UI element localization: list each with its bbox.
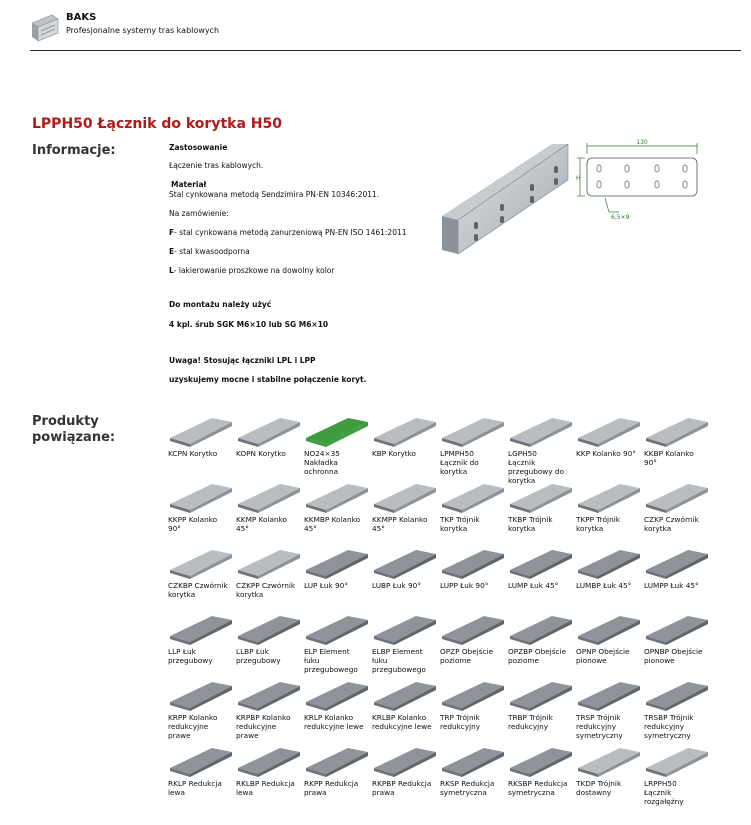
drawing-height-dim: H [576,175,581,182]
related-product-label: KRPP Kolanko redukcyjne prawe [168,713,218,740]
related-product-label: TKDP Trójnik dostawny [576,779,622,797]
related-product-label: TRSP Trójnik redukcyjny symetryczny [576,713,623,740]
mount-heading: Do montażu należy użyć [169,300,272,309]
related-product-label: RKLP Redukcja lewa [168,779,222,797]
related-product-label: LRPPH50 Łącznik rozgałęźny [644,779,684,806]
related-product-8[interactable] [644,412,712,467]
related-product-47[interactable] [576,742,644,797]
related-product-label: TKBP Trójnik korytka [508,515,553,533]
cross-icon [168,544,234,580]
reducer-icon [508,742,574,778]
option-e-text: - stal kwasoodporna [174,247,250,256]
related-product-label: KOPN Korytko [236,449,286,458]
info-section-label: Informacje: [32,143,116,158]
related-product-25[interactable] [168,610,236,665]
related-product-label: LGPH50 Łącznik przegubowy do korytka [508,449,565,485]
reducer-icon [236,742,302,778]
related-product-44[interactable] [372,742,440,797]
connector-plate-icon [440,412,506,448]
related-product-18[interactable] [236,544,304,599]
related-product-22[interactable] [508,544,576,590]
related-product-35[interactable] [304,676,372,731]
flex-bend-icon [236,610,302,646]
related-product-10[interactable] [236,478,304,533]
flex-bend-icon [168,610,234,646]
related-product-label: RKSP Redukcja symetryczna [440,779,495,797]
elbow-flat-icon [168,478,234,514]
related-product-label: ELBP Element łuku przegubowego [372,647,426,674]
related-product-38[interactable] [508,676,576,731]
related-product-label: LPMPH50 Łącznik do korytka [440,449,479,476]
reducer-tee-icon [440,676,506,712]
related-product-label: KKP Kolanko 90° [576,449,636,458]
elbow-flat-icon [372,478,438,514]
related-product-label: TKPP Trójnik korytka [576,515,620,533]
related-product-7[interactable] [576,412,644,458]
related-product-label: OPNP Obejście pionowe [576,647,630,665]
related-product-13[interactable] [440,478,508,533]
related-product-label: RKPBP Redukcja prawa [372,779,432,797]
protective-cap-icon [304,412,370,448]
related-product-label: LUMPP Łuk 45° [644,581,699,590]
brand-tagline: Profesjonalne systemy tras kablowych [66,26,220,35]
option-f-text: - stal cynkowana metodą zanurzeniową PN-EN ISO 1461:2011 [174,228,407,237]
option-f [169,228,439,238]
bend-element-icon [304,610,370,646]
drawing-hole-dim: 6,5×9 [611,214,630,221]
tray-perforated-icon [168,412,234,448]
order-heading: Na zamówienie: [169,209,229,218]
related-product-9[interactable] [168,478,236,533]
related-product-4[interactable] [372,412,440,458]
related-product-43[interactable] [304,742,372,797]
related-product-label: TRP Trójnik redukcyjny [440,713,481,731]
related-product-29[interactable] [440,610,508,665]
option-l [169,266,439,276]
related-product-37[interactable] [440,676,508,731]
elbow-45-icon [236,478,302,514]
related-product-42[interactable] [236,742,304,797]
related-product-label: CZKP Czwórnik korytka [644,515,699,533]
related-product-label: RKSBP Redukcja symetryczna [508,779,568,797]
brand-name: BAKS [66,12,97,23]
tray-solid-icon [372,412,438,448]
reducer-tee-icon [508,676,574,712]
related-section-label: Produkty powiązane: [32,414,116,445]
bend-45-icon [508,544,574,580]
related-product-label: KKMBP Kolanko 45° [304,515,361,533]
reducer-elbow-icon [304,676,370,712]
related-product-12[interactable] [372,478,440,533]
related-product-6[interactable] [508,412,576,485]
related-product-15[interactable] [576,478,644,533]
zastosowanie-text: Łączenie tras kablowych. [169,161,264,170]
related-product-label: CZKBP Czwórnik korytka [168,581,228,599]
option-e-code: E [169,247,175,256]
related-product-20[interactable] [372,544,440,590]
info-block [169,143,439,385]
related-product-label: OPNBP Obejście pionowe [644,647,703,665]
related-product-27[interactable] [304,610,372,674]
technical-drawing [575,138,705,228]
related-product-label: KRPBP Kolanko redukcyjne prawe [236,713,291,740]
related-product-label: KKPP Kolanko 90° [168,515,218,533]
reducer-elbow-icon [372,676,438,712]
related-product-21[interactable] [440,544,508,590]
bend-45-icon [644,544,710,580]
related-product-label: LUMBP Łuk 45° [576,581,632,590]
tee-icon [440,478,506,514]
related-product-30[interactable] [508,610,576,665]
material-heading: Materiał [171,180,207,189]
reducer-elbow-icon [168,676,234,712]
related-product-label: TRBP Trójnik redukcyjny [508,713,553,731]
related-product-34[interactable] [236,676,304,740]
related-product-40[interactable] [644,676,712,740]
related-product-23[interactable] [576,544,644,590]
bypass-icon [440,610,506,646]
related-product-label: KKMP Kolanko 45° [236,515,288,533]
related-product-45[interactable] [440,742,508,797]
related-product-48[interactable] [644,742,712,806]
tee-flat-icon [576,478,642,514]
related-product-19[interactable] [304,544,372,590]
bypass-vertical-icon [644,610,710,646]
related-product-label: LLBP Łuk przegubowy [236,647,281,665]
related-product-label: TKP Trójnik korytka [440,515,480,533]
related-product-32[interactable] [644,610,712,665]
option-f-code: F [169,228,175,237]
tee-icon [508,478,574,514]
reducer-tee-icon [576,676,642,712]
elbow-90-icon [644,412,710,448]
related-product-label: KRLP Kolanko redukcyjne lewe [304,713,364,731]
baks-logo-icon [30,11,60,43]
related-product-28[interactable] [372,610,440,674]
bend-90-icon [440,544,506,580]
related-product-36[interactable] [372,676,440,731]
related-product-label: NO24×35 Nakładka ochronna [304,449,340,476]
reducer-icon [440,742,506,778]
related-product-label: LUPP Łuk 90° [440,581,489,590]
reducer-elbow-icon [236,676,302,712]
related-product-14[interactable] [508,478,576,533]
related-product-16[interactable] [644,478,712,533]
reducer-icon [304,742,370,778]
related-product-17[interactable] [168,544,236,599]
related-product-31[interactable] [576,610,644,665]
hinged-connector-icon [508,412,574,448]
elbow-45-icon [304,478,370,514]
product-photo [440,138,580,256]
related-product-26[interactable] [236,610,304,665]
related-product-label: RKLBP Redukcja lewa [236,779,295,797]
related-product-label: KBP Korytko [372,449,417,458]
bypass-icon [508,610,574,646]
bend-45-icon [576,544,642,580]
related-product-24[interactable] [644,544,712,590]
option-l-code: L [169,266,174,275]
warning-line-1: Uwaga! Stosując łączniki LPL i LPP [169,356,316,365]
related-product-3[interactable] [304,412,372,476]
mount-text: 4 kpl. śrub SGK M6×10 lub SG M6×10 [169,320,329,329]
related-product-label: LLP Łuk przegubowy [168,647,213,665]
bypass-vertical-icon [576,610,642,646]
related-product-label: LUP Łuk 90° [304,581,348,590]
bend-element-icon [372,610,438,646]
addon-tee-icon [576,742,642,778]
header-divider [30,50,741,51]
related-product-label: LUMP Łuk 45° [508,581,559,590]
page-header [0,0,751,52]
related-product-39[interactable] [576,676,644,740]
reducer-icon [168,742,234,778]
related-product-label: KKBP Kolanko 90° [644,449,694,467]
bend-90-icon [304,544,370,580]
related-product-41[interactable] [168,742,236,797]
bend-90-icon [372,544,438,580]
reducer-tee-icon [644,676,710,712]
related-product-33[interactable] [168,676,236,740]
tray-perforated-icon [236,412,302,448]
option-e [169,247,439,257]
reducer-icon [372,742,438,778]
related-product-label: LUBP Łuk 90° [372,581,421,590]
related-product-label: CZKPP Czwórnik korytka [236,581,296,599]
option-l-text: - lakierowanie proszkowe na dowolny kolor [173,266,335,275]
drawing-width-dim: 130 [636,139,648,146]
related-product-5[interactable] [440,412,508,476]
elbow-90-icon [576,412,642,448]
cross-icon [236,544,302,580]
related-product-label: OPZP Obejście poziome [440,647,494,665]
related-product-label: KRLBP Kolanko redukcyjne lewe [372,713,432,731]
related-product-label: RKPP Redukcja prawa [304,779,359,797]
related-product-label: TRSBP Trójnik redukcyjny symetryczny [644,713,694,740]
related-product-2[interactable] [236,412,304,458]
related-product-label: ELP Element łuku przegubowego [304,647,358,674]
warning-line-2: uzyskujemy mocne i stabilne połączenie koryt. [169,375,367,384]
cross-icon [644,478,710,514]
related-product-label: KKMPP Kolanko 45° [372,515,428,533]
material-text: Stal cynkowana metodą Sendzimira PN-EN 10346:2011. [169,190,380,199]
related-product-46[interactable] [508,742,576,797]
page-title: LPPH50 Łącznik do korytka H50 [32,116,282,132]
zastosowanie-heading: Zastosowanie [169,143,228,152]
related-product-1[interactable] [168,412,236,458]
related-product-label: OPZBP Obejście poziome [508,647,567,665]
related-product-label: KCPN Korytko [168,449,218,458]
branch-connector-icon [644,742,710,778]
related-product-11[interactable] [304,478,372,533]
